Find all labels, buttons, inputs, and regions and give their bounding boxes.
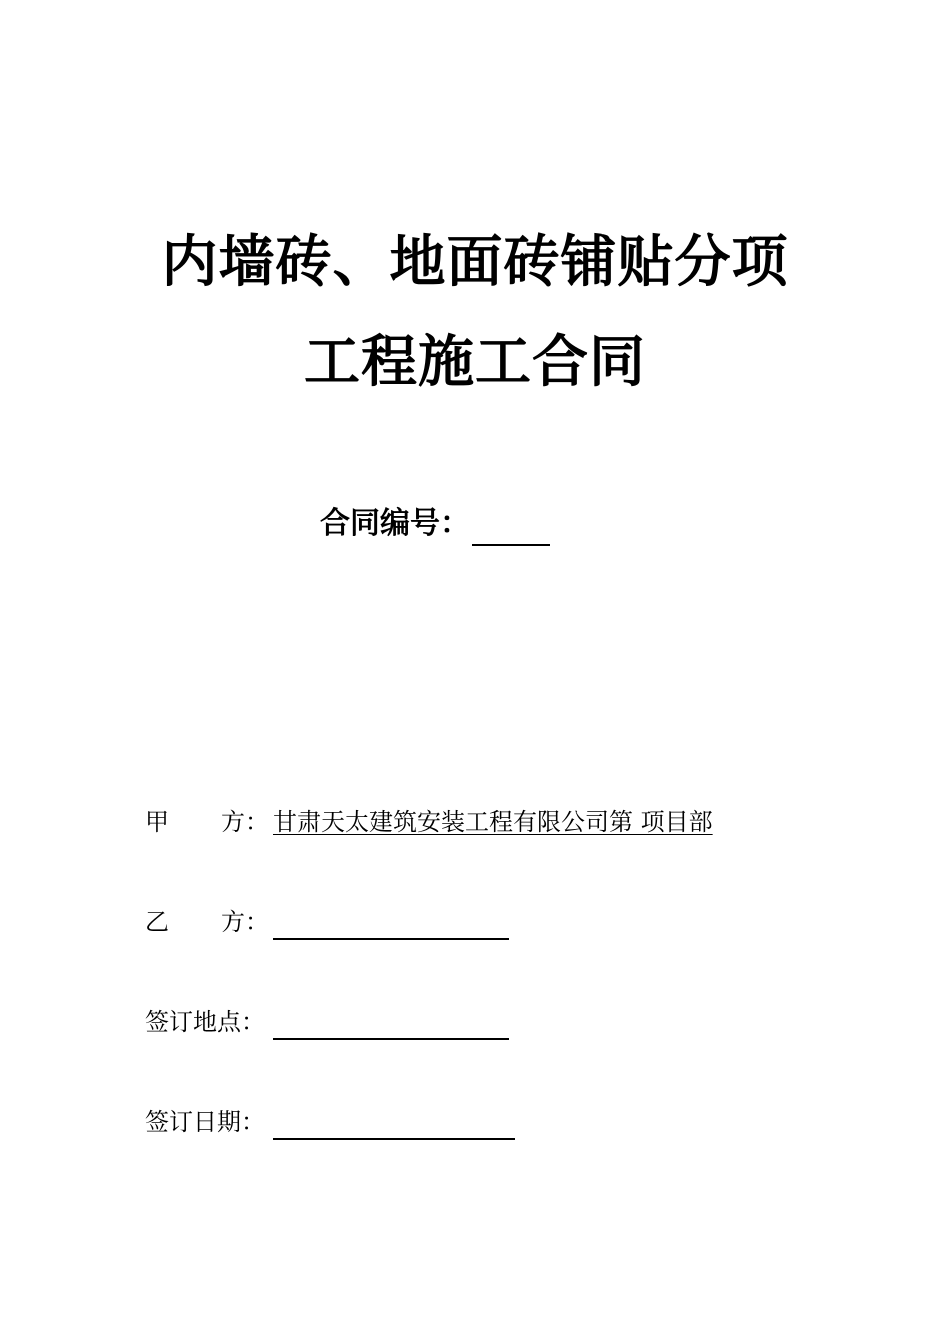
party-b-row [145,904,509,940]
contract-number-label: 合同编号： [320,506,470,541]
party-a-row [145,804,713,840]
party-b-blank[interactable] [273,912,509,940]
signing-place-row [145,1004,509,1040]
signing-place-label: 签订地点： [145,1008,265,1036]
contract-number-row [320,502,550,546]
signing-date-row [145,1104,515,1140]
document-title-line-2: 工程施工合同 [304,330,646,395]
party-a-value[interactable]: 甘肃天太建筑安装工程有限公司第 项目部 [273,808,713,836]
party-b-label: 乙 方： [145,908,269,936]
contract-number-blank[interactable] [472,514,550,546]
signing-place-blank[interactable] [273,1012,509,1040]
signing-date-blank[interactable] [273,1112,515,1140]
party-a-label: 甲 方： [145,808,269,836]
signing-date-label: 签订日期： [145,1108,265,1136]
document-title-line-1: 内墙砖、地面砖铺贴分项 [161,230,789,295]
